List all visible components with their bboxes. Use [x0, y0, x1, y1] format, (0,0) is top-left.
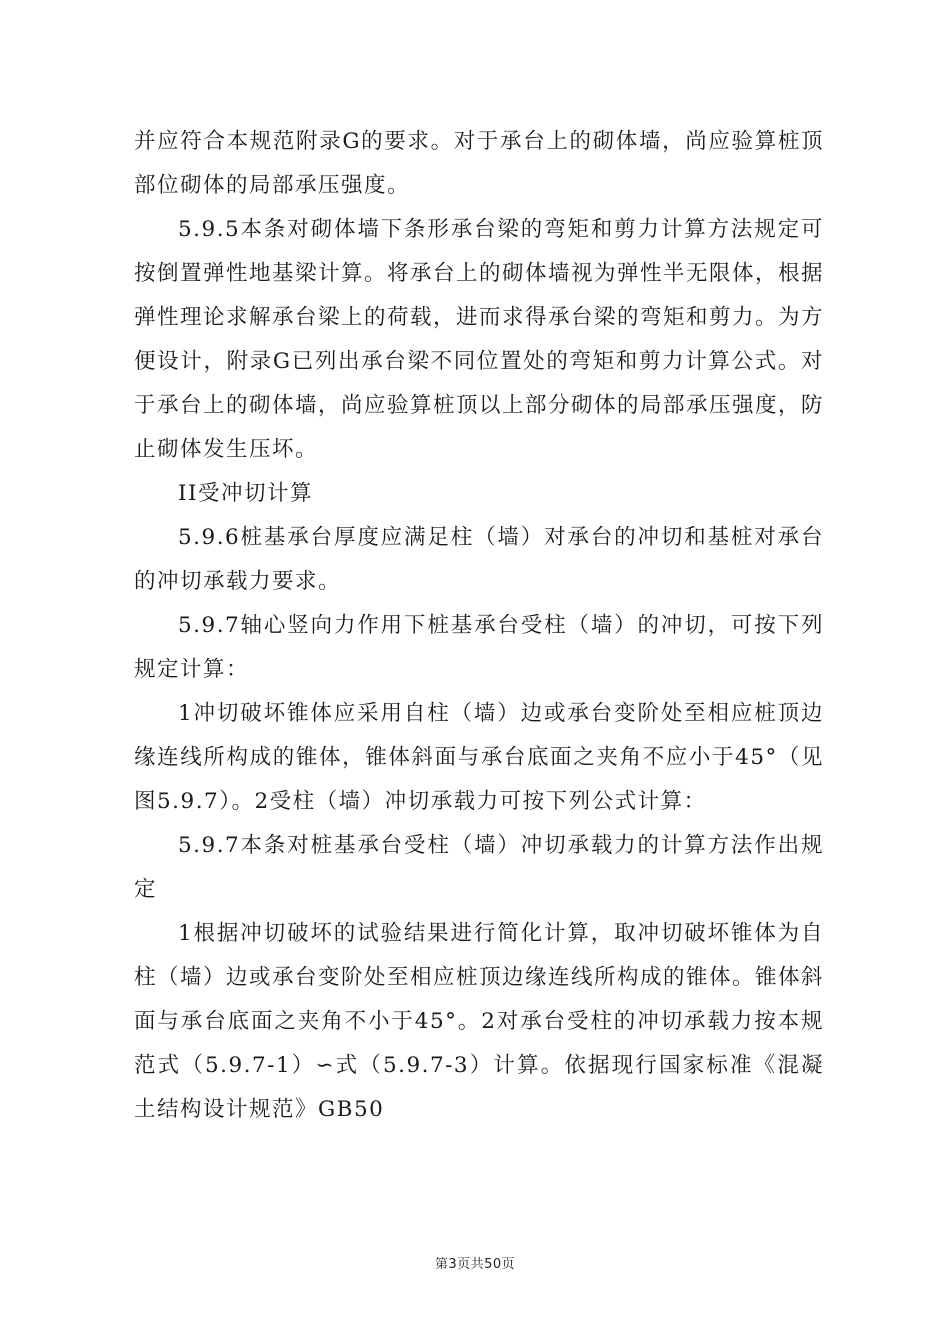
paragraph-5-9-7-commentary: 5.9.7本条对桩基承台受柱（墙）冲切承载力的计算方法作出规定 [134, 833, 824, 902]
section-heading-punching-calc: II受冲切计算 [178, 481, 313, 506]
paragraph-5-9-5: 5.9.5本条对砌体墙下条形承台梁的弯矩和剪力计算方法规定可按倒置弹性地基梁计算。将承台上的砌体墙视为弹性半无限体，根据弹性理论求解承台梁上的荷载，进而求得承台梁的弯矩和剪力。为方便设计，附录G已列出承台梁不同位置处的弯矩和剪力计算公式。对于承台上的砌体墙，尚应验算桩顶以上部分砌体的局部承压强度，防止砌体发生压坏。 [134, 217, 825, 462]
paragraph-5-9-7: 5.9.7轴心竖向力作用下桩基承台受柱（墙）的冲切，可按下列规定计算： [134, 613, 824, 682]
paragraph-5-9-6: 5.9.6桩基承台厚度应满足柱（墙）对承台的冲切和基桩对承台的冲切承载力要求。 [134, 525, 824, 594]
paragraph-continuation: 并应符合本规范附录G的要求。对于承台上的砌体墙，尚应验算桩顶部位砌体的局部承压强度。 [134, 129, 824, 198]
paragraph-5-9-7-commentary-detail: 1根据冲切破坏的试验结果进行简化计算，取冲切破坏锥体为自柱（墙）边或承台变阶处至相应桩顶边缘连线所构成的锥体。锥体斜面与承台底面之夹角不小于45°。2对承台受柱的冲切承载力按本规范式（5.9.7-1）∽式（5.9.7-3）计算。依据现行国家标准《混凝土结构设计规范》GB50 [134, 921, 825, 1122]
page-number-footer: 第3页共50页 [434, 1257, 516, 1272]
paragraph-5-9-7-item-1: 1冲切破坏锥体应采用自柱（墙）边或承台变阶处至相应桩顶边缘连线所构成的锥体，锥体斜面与承台底面之夹角不应小于45°（见图5.9.7）。2受柱（墙）冲切承载力可按下列公式计算： [134, 701, 824, 814]
document-body [134, 120, 824, 1132]
